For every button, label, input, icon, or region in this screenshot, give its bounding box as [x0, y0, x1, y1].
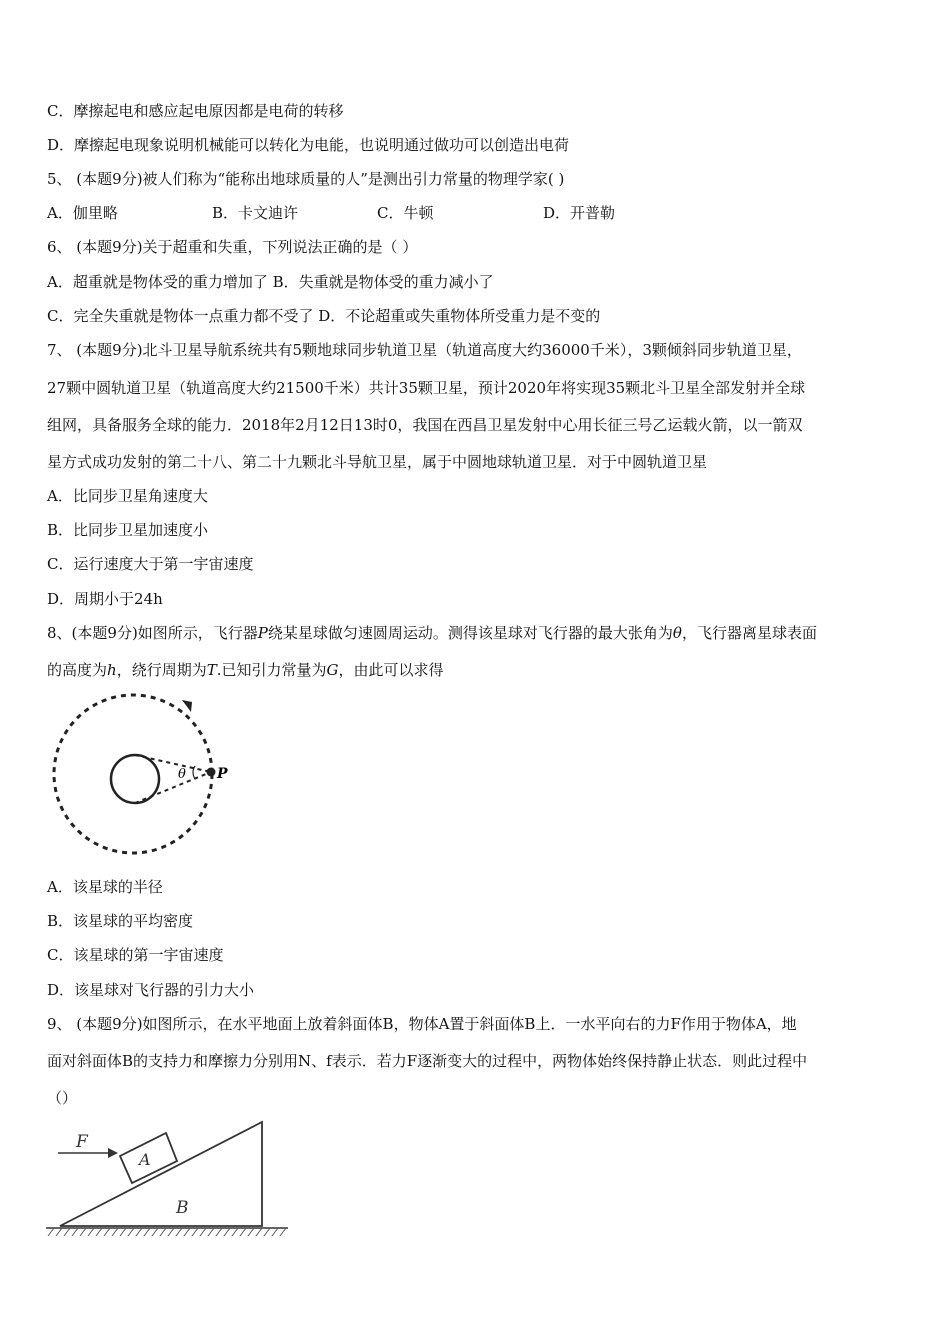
p-label: P [217, 766, 228, 782]
q8-option-c: C．该星球的第一宇宙速度 [47, 946, 224, 964]
q8-option-a: A．该星球的半径 [47, 878, 163, 896]
var-p: P [257, 624, 268, 642]
q9-stem-line-2: 面对斜面体B的支持力和摩擦力分别用N、f表示．若力F逐渐变大的过程中，两物体始终保持静止状态．则此过程中 [47, 1052, 808, 1070]
q7-option-c: C．运行速度大于第一宇宙速度 [47, 555, 254, 573]
spacecraft-point [207, 768, 216, 777]
q4-option-d: D．摩擦起电现象说明机械能可以转化为电能，也说明通过做功可以创造出电荷 [47, 136, 570, 154]
q9-stem-line-1: 9、 (本题9分)如图所示，在水平地面上放着斜面体B，物体A置于斜面体B上．一水平向右的力F作用于物体A，地 [47, 1015, 797, 1033]
force-label: F [76, 1132, 88, 1152]
q8-option-b: B．该星球的平均密度 [47, 912, 194, 930]
theta-label: θ [178, 767, 186, 782]
var-t: T [206, 661, 217, 679]
orbit-figure [45, 692, 228, 862]
force-arrow-icon [108, 1148, 118, 1158]
q5-option-a: A．伽里略 [47, 204, 118, 222]
block-a-label: A [139, 1150, 151, 1169]
q5-option-d: D．开普勒 [543, 204, 616, 222]
q7-option-a: A．比同步卫星角速度大 [47, 487, 208, 505]
q5-stem: 5、 (本题9分)被人们称为“能称出地球质量的人”是测出引力常量的物理学家( ) [47, 170, 565, 188]
tangent-line-top [135, 755, 211, 772]
q6-options-cd: C．完全失重就是物体一点重力都不受了 D．不论超重或失重物体所受重力是不变的 [47, 307, 601, 325]
q6-options-ab: A．超重就是物体受的重力增加了 B．失重就是物体受的重力减小了 [47, 273, 494, 291]
var-theta: θ [672, 624, 682, 642]
direction-arrow-icon [182, 700, 192, 712]
q7-option-b: B．比同步卫星加速度小 [47, 521, 209, 539]
q5-option-c: C．牛顿 [377, 204, 434, 222]
incline-figure [40, 1118, 292, 1242]
q6-stem: 6、 (本题9分)关于超重和失重，下列说法正确的是（ ） [47, 238, 418, 256]
var-h: h [107, 661, 117, 679]
q7-stem-line-2: 27颗中圆轨道卫星（轨道高度大约21500千米）共计35颗卫星，预计2020年将实现35颗北斗卫星全部发射并全球 [47, 379, 806, 397]
var-g: G [326, 661, 339, 679]
q7-stem-line-1: 7、 (本题9分)北斗卫星导航系统共有5颗地球同步轨道卫星（轨道高度大约36000千米），3颗倾斜同步轨道卫星， [47, 341, 802, 359]
q8-option-d: D．该星球对飞行器的引力大小 [47, 981, 255, 999]
ground-hatching [48, 1228, 286, 1236]
q8-stem-line-1: 8、(本题9分)如图所示，飞行器P绕某星球做匀速圆周运动。测得该星球对飞行器的最大张角为θ，飞行器离星球表面 [47, 624, 817, 642]
tangent-line-bottom [135, 772, 211, 803]
wedge-b-label: B [176, 1198, 189, 1218]
q4-option-c: C．摩擦起电和感应起电原因都是电荷的转移 [47, 102, 344, 120]
q5-option-b: B．卡文迪许 [212, 204, 299, 222]
angle-arc [193, 766, 195, 779]
q7-stem-line-3: 组网，具备服务全球的能力．2018年2月12日13时0，我国在西昌卫星发射中心用长征三号乙运载火箭，以一箭双 [47, 416, 803, 434]
q9-stem-line-3: （） [47, 1089, 78, 1107]
q8-stem-line-2: 的高度为h，绕行周期为T.已知引力常量为G，由此可以求得 [47, 661, 444, 679]
orbit-circle [54, 695, 212, 853]
q7-option-d: D．周期小于24h [47, 590, 163, 608]
q7-stem-line-4: 星方式成功发射的第二十八、第二十九颗北斗导航卫星，属于中圆地球轨道卫星．对于中圆轨道卫星 [47, 453, 708, 471]
